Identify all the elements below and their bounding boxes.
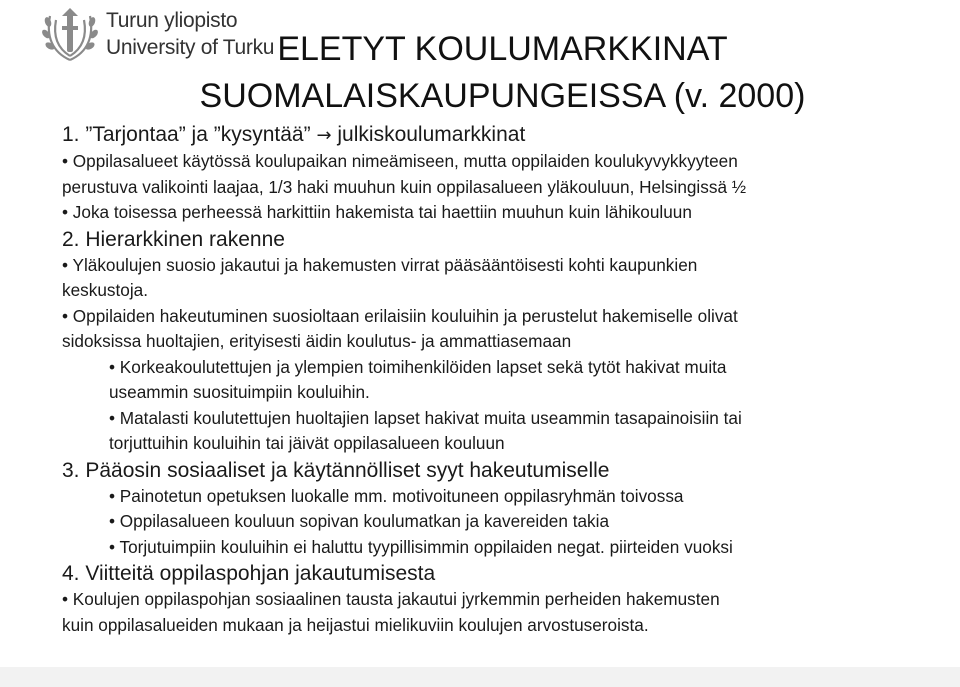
bullet-line: • Joka toisessa perheessä harkittiin hakemista tai haettiin muuhun kuin lähikouluun	[62, 202, 692, 222]
footer-band	[0, 667, 960, 687]
sub-bullet-line: • Oppilasalueen kouluun sopivan koulumatkan ja kavereiden takia	[109, 511, 609, 531]
section-2-heading: 2. Hierarkkinen rakenne	[62, 227, 285, 251]
bullet-line: • Oppilaiden hakeutuminen suosioltaan erilaisiin kouluihin ja perustelut hakemiselle olivat	[62, 305, 738, 326]
sub-bullet-line: • Matalasti koulutettujen huoltajien lapset hakivat muita useammin tasapainoisiin tai	[109, 407, 742, 428]
sub-bullet-line: • Painotetun opetuksen luokalle mm. motivoituneen oppilasryhmän toivossa	[109, 485, 684, 506]
slide-body	[62, 121, 952, 638]
page-title-line2: SUOMALAISKAUPUNGEISSA (v. 2000)	[199, 77, 806, 115]
page-title-line1: ELETYT KOULUMARKKINAT	[277, 30, 728, 68]
right-arrow-icon: →	[316, 125, 332, 146]
bullet-line: perustuva valikointi laajaa, 1/3 haki muuhun kuin oppilasalueen yläkouluun, Helsingissä ½	[62, 176, 747, 197]
bullet-line: keskustoja.	[62, 280, 148, 300]
section-3-heading: 3. Pääosin sosiaaliset ja käytännölliset syyt hakeutumiselle	[62, 458, 610, 482]
sub-bullet-line: torjuttuihin kouluihin tai jäivät oppilasalueen kouluun	[109, 433, 505, 453]
section-1-heading: 1. ”Tarjontaa” ja ”kysyntää” → julkiskoulumarkkinat	[62, 123, 526, 146]
bullet-line: kuin oppilasalueiden mukaan ja heijastui mielikuviin koulujen arvostuseroista.	[62, 614, 649, 635]
sub-bullet-line: • Korkeakoulutettujen ja ylempien toimihenkilöiden lapset sekä tytöt hakivat muita	[109, 356, 727, 377]
sub-bullet-line: • Torjutuimpiin kouluihin ei haluttu tyypillisimmin oppilaiden negat. piirteiden vuoksi	[109, 536, 733, 557]
bullet-line: • Koulujen oppilaspohjan sosiaalinen tausta jakautui jyrkemmin perheiden hakemusten	[62, 589, 720, 609]
sub-bullet-line: useammin suosituimpiin kouluihin.	[109, 382, 370, 402]
section-4-heading: 4. Viitteitä oppilaspohjan jakautumisesta	[62, 562, 436, 585]
logo-name-fi: Turun yliopisto	[106, 9, 238, 32]
bullet-line: • Oppilasalueet käytössä koulupaikan nimeämiseen, mutta oppilaiden koulukyvykkyyteen	[62, 151, 738, 171]
logo-name-en: University of Turku	[106, 36, 275, 59]
bullet-line: sidoksissa huoltajien, erityisesti äidin koulutus- ja ammattiasemaan	[62, 331, 572, 351]
bullet-line: • Yläkoulujen suosio jakautui ja hakemusten virrat pääsääntöisesti kohti kaupunkien	[62, 254, 698, 275]
